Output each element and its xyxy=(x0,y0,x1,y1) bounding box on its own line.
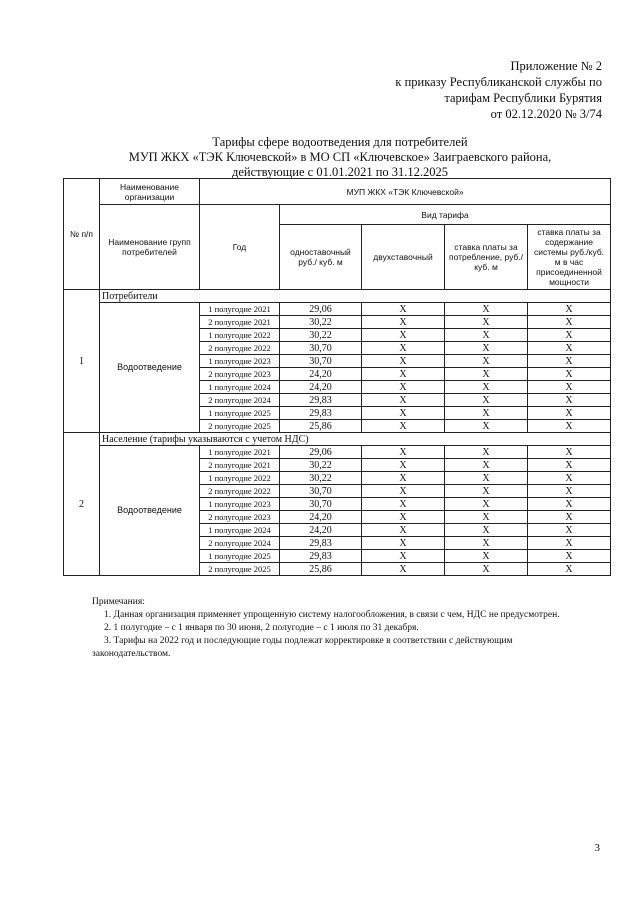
consumption-rate-cell: X xyxy=(445,524,528,537)
consumption-rate-cell: X xyxy=(445,459,528,472)
period-cell: 2 полугодие 2022 xyxy=(200,485,280,498)
one-rate-cell: 30,70 xyxy=(280,342,362,355)
period-cell: 2 полугодие 2025 xyxy=(200,563,280,576)
capacity-rate-cell: X xyxy=(528,524,611,537)
table-body xyxy=(64,290,611,576)
header-tariff-type: Вид тарифа xyxy=(280,205,611,225)
one-rate-cell: 29,06 xyxy=(280,446,362,459)
notes-title: Примечания: xyxy=(92,597,145,607)
two-rate-cell: X xyxy=(362,420,445,433)
appendix-line: тарифам Республики Бурятия xyxy=(444,91,602,105)
capacity-rate-cell: X xyxy=(528,498,611,511)
consumption-rate-cell: X xyxy=(445,446,528,459)
note-item: 1. Данная организация применяет упрощенную систему налогообложения, в связи с чем, НДС не предусмотрен. xyxy=(104,610,560,620)
one-rate-cell: 29,06 xyxy=(280,303,362,316)
capacity-rate-cell: X xyxy=(528,420,611,433)
two-rate-cell: X xyxy=(362,355,445,368)
consumer-group-label: Потребители xyxy=(100,290,611,303)
consumption-rate-cell: X xyxy=(445,381,528,394)
one-rate-cell: 30,22 xyxy=(280,329,362,342)
two-rate-cell: X xyxy=(362,472,445,485)
header-one-rate: одноставочный руб./ куб. м xyxy=(280,225,362,290)
two-rate-cell: X xyxy=(362,459,445,472)
header-org-value: МУП ЖКХ «ТЭК Ключевской» xyxy=(200,179,611,205)
period-cell: 2 полугодие 2025 xyxy=(200,420,280,433)
header-consumption-rate: ставка платы за потребление, руб./ куб. м xyxy=(445,225,528,290)
capacity-rate-cell: X xyxy=(528,511,611,524)
consumption-rate-cell: X xyxy=(445,485,528,498)
two-rate-cell: X xyxy=(362,498,445,511)
two-rate-cell: X xyxy=(362,381,445,394)
capacity-rate-cell: X xyxy=(528,472,611,485)
one-rate-cell: 29,83 xyxy=(280,407,362,420)
header-num: № п/п xyxy=(64,179,100,290)
period-cell: 2 полугодие 2022 xyxy=(200,342,280,355)
capacity-rate-cell: X xyxy=(528,407,611,420)
period-cell: 1 полугодие 2021 xyxy=(200,446,280,459)
appendix-header xyxy=(395,58,602,122)
period-cell: 1 полугодие 2024 xyxy=(200,381,280,394)
page-number: 3 xyxy=(594,842,600,854)
period-cell: 1 полугодие 2023 xyxy=(200,355,280,368)
consumption-rate-cell: X xyxy=(445,368,528,381)
two-rate-cell: X xyxy=(362,485,445,498)
consumption-rate-cell: X xyxy=(445,563,528,576)
note-item: 2. 1 полугодие – с 1 января по 30 июня, 2 полугодие – с 1 июля по 31 декабря. xyxy=(104,623,419,633)
consumption-rate-cell: X xyxy=(445,537,528,550)
one-rate-cell: 30,70 xyxy=(280,498,362,511)
consumption-rate-cell: X xyxy=(445,420,528,433)
group-row xyxy=(64,290,611,303)
capacity-rate-cell: X xyxy=(528,550,611,563)
consumption-rate-cell: X xyxy=(445,498,528,511)
two-rate-cell: X xyxy=(362,394,445,407)
period-cell: 2 полугодие 2023 xyxy=(200,511,280,524)
header-org-name: Наименование организации xyxy=(100,179,200,205)
capacity-rate-cell: X xyxy=(528,368,611,381)
consumption-rate-cell: X xyxy=(445,355,528,368)
consumption-rate-cell: X xyxy=(445,329,528,342)
one-rate-cell: 30,22 xyxy=(280,459,362,472)
consumption-rate-cell: X xyxy=(445,407,528,420)
one-rate-cell: 30,22 xyxy=(280,316,362,329)
period-cell: 2 полугодие 2021 xyxy=(200,459,280,472)
consumer-group-label: Население (тарифы указываются с учетом НДС) xyxy=(100,433,611,446)
two-rate-cell: X xyxy=(362,342,445,355)
two-rate-cell: X xyxy=(362,563,445,576)
two-rate-cell: X xyxy=(362,550,445,563)
period-cell: 2 полугодие 2021 xyxy=(200,316,280,329)
service-category: Водоотведение xyxy=(100,446,200,576)
period-cell: 1 полугодие 2023 xyxy=(200,498,280,511)
capacity-rate-cell: X xyxy=(528,394,611,407)
consumption-rate-cell: X xyxy=(445,550,528,563)
two-rate-cell: X xyxy=(362,524,445,537)
two-rate-cell: X xyxy=(362,329,445,342)
consumption-rate-cell: X xyxy=(445,394,528,407)
header-group-name: Наименование групп потребителей xyxy=(100,205,200,290)
period-cell: 2 полугодие 2024 xyxy=(200,537,280,550)
table-row xyxy=(64,446,611,459)
capacity-rate-cell: X xyxy=(528,303,611,316)
title-line: МУП ЖКХ «ТЭК Ключевской» в МО СП «Ключевское» Заиграевского района, xyxy=(128,150,552,164)
one-rate-cell: 30,22 xyxy=(280,472,362,485)
one-rate-cell: 24,20 xyxy=(280,381,362,394)
two-rate-cell: X xyxy=(362,316,445,329)
service-category: Водоотведение xyxy=(100,303,200,433)
two-rate-cell: X xyxy=(362,511,445,524)
document-title xyxy=(60,135,620,180)
capacity-rate-cell: X xyxy=(528,446,611,459)
one-rate-cell: 29,83 xyxy=(280,394,362,407)
two-rate-cell: X xyxy=(362,537,445,550)
period-cell: 2 полугодие 2024 xyxy=(200,394,280,407)
one-rate-cell: 25,86 xyxy=(280,420,362,433)
period-cell: 1 полугодие 2024 xyxy=(200,524,280,537)
period-cell: 1 полугодие 2025 xyxy=(200,550,280,563)
one-rate-cell: 29,83 xyxy=(280,537,362,550)
header-two-rate: двухставочный xyxy=(362,225,445,290)
capacity-rate-cell: X xyxy=(528,316,611,329)
capacity-rate-cell: X xyxy=(528,355,611,368)
capacity-rate-cell: X xyxy=(528,381,611,394)
capacity-rate-cell: X xyxy=(528,329,611,342)
notes-section xyxy=(92,596,592,661)
consumption-rate-cell: X xyxy=(445,342,528,355)
header-year: Год xyxy=(200,205,280,290)
note-item: 3. Тарифы на 2022 год и последующие годы подлежат корректировке в соответствии с действующим законодательством. xyxy=(92,636,513,659)
one-rate-cell: 30,70 xyxy=(280,485,362,498)
header-capacity-rate: ставка платы за содержание системы руб./куб. м в час присоединенной мощности xyxy=(528,225,611,290)
group-row xyxy=(64,433,611,446)
capacity-rate-cell: X xyxy=(528,485,611,498)
one-rate-cell: 24,20 xyxy=(280,368,362,381)
capacity-rate-cell: X xyxy=(528,563,611,576)
consumption-rate-cell: X xyxy=(445,472,528,485)
one-rate-cell: 29,83 xyxy=(280,550,362,563)
title-line: действующие с 01.01.2021 по 31.12.2025 xyxy=(231,165,449,179)
appendix-line: от 02.12.2020 № 3/74 xyxy=(490,107,602,121)
period-cell: 1 полугодие 2022 xyxy=(200,329,280,342)
period-cell: 2 полугодие 2023 xyxy=(200,368,280,381)
period-cell: 1 полугодие 2025 xyxy=(200,407,280,420)
tariff-table xyxy=(63,178,611,576)
consumption-rate-cell: X xyxy=(445,316,528,329)
title-line: Тарифы сфере водоотведения для потребителей xyxy=(212,135,468,149)
row-number: 1 xyxy=(64,290,100,433)
appendix-line: Приложение № 2 xyxy=(510,59,602,73)
two-rate-cell: X xyxy=(362,446,445,459)
one-rate-cell: 24,20 xyxy=(280,511,362,524)
one-rate-cell: 30,70 xyxy=(280,355,362,368)
appendix-line: к приказу Республиканской службы по xyxy=(395,75,602,89)
two-rate-cell: X xyxy=(362,303,445,316)
capacity-rate-cell: X xyxy=(528,459,611,472)
period-cell: 1 полугодие 2021 xyxy=(200,303,280,316)
two-rate-cell: X xyxy=(362,368,445,381)
two-rate-cell: X xyxy=(362,407,445,420)
one-rate-cell: 25,86 xyxy=(280,563,362,576)
row-number: 2 xyxy=(64,433,100,576)
period-cell: 1 полугодие 2022 xyxy=(200,472,280,485)
consumption-rate-cell: X xyxy=(445,303,528,316)
capacity-rate-cell: X xyxy=(528,537,611,550)
one-rate-cell: 24,20 xyxy=(280,524,362,537)
table-row xyxy=(64,303,611,316)
consumption-rate-cell: X xyxy=(445,511,528,524)
capacity-rate-cell: X xyxy=(528,342,611,355)
